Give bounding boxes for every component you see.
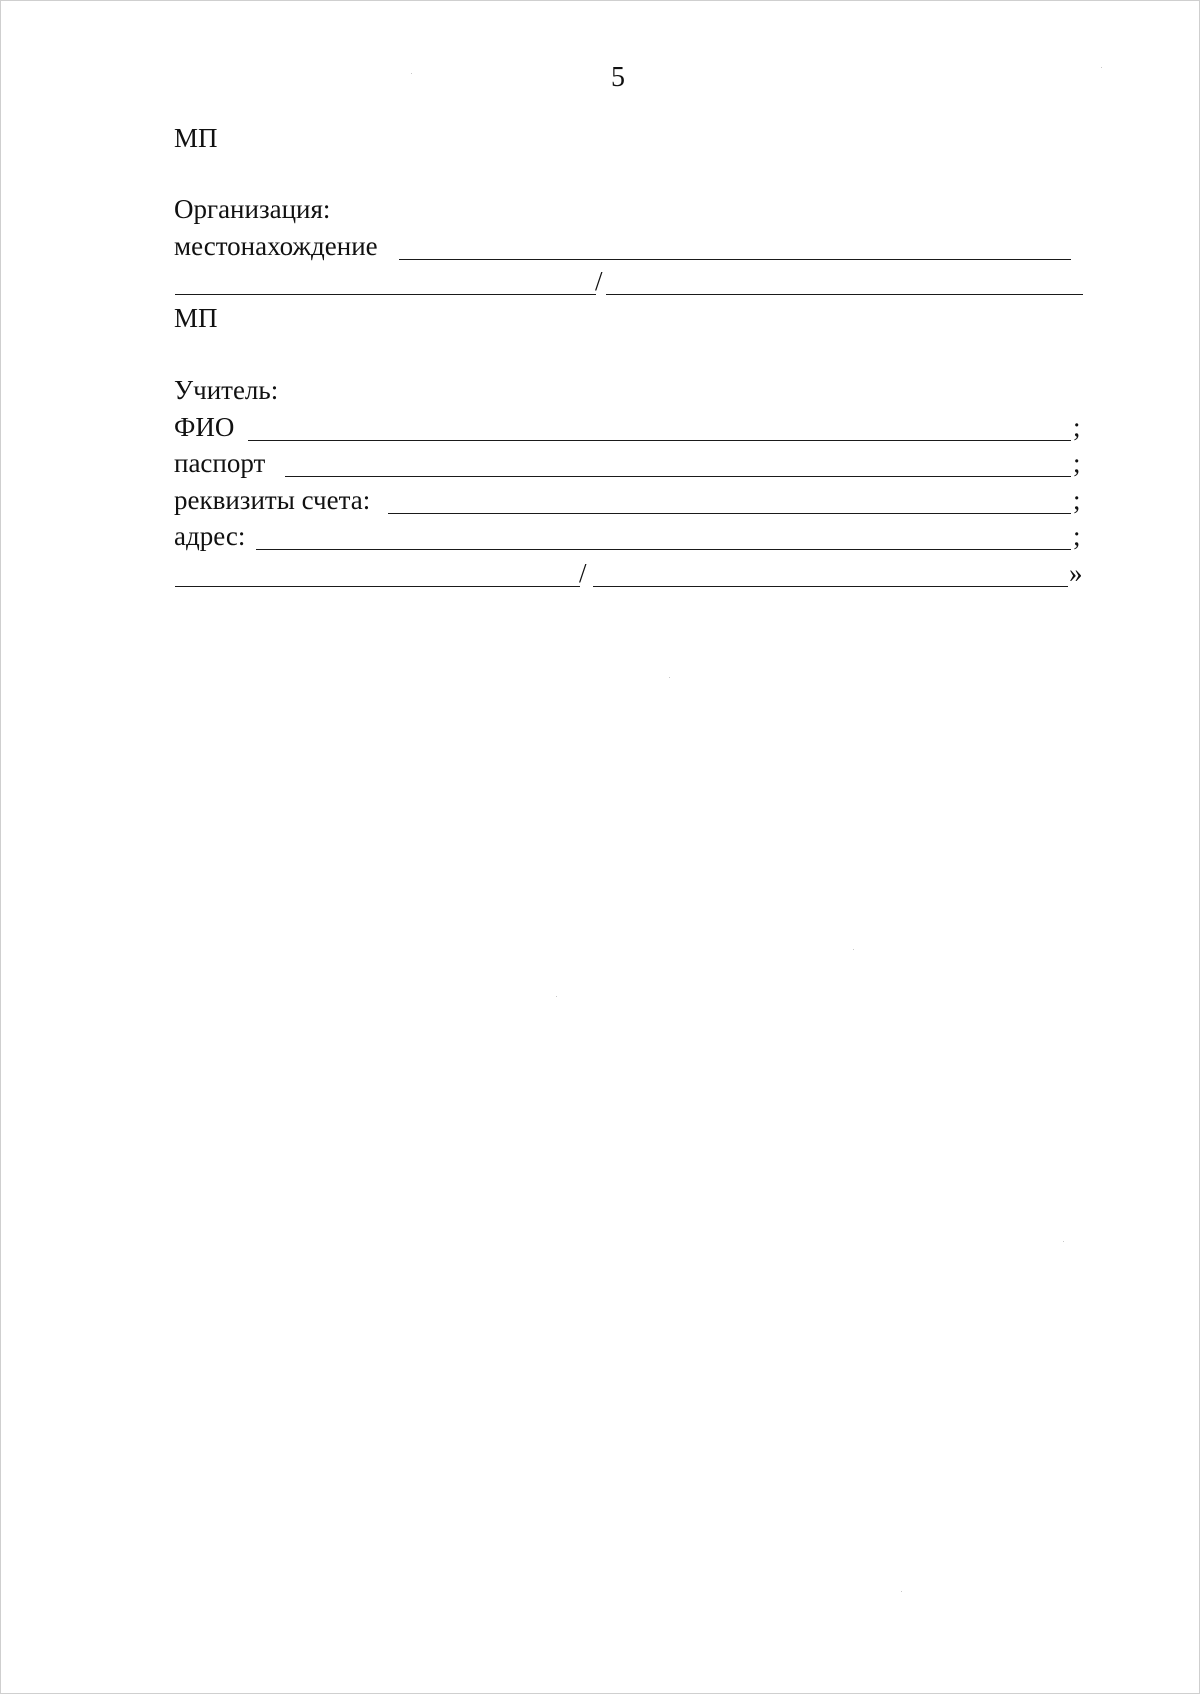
teacher-fio-field[interactable] xyxy=(248,440,1071,441)
teacher-passport-field[interactable] xyxy=(285,476,1071,477)
scan-speck xyxy=(556,996,557,997)
teacher-heading: Учитель: xyxy=(174,375,279,405)
teacher-address-label: адрес: xyxy=(174,521,246,551)
scan-speck xyxy=(853,949,854,950)
teacher-address-field[interactable] xyxy=(256,549,1071,550)
teacher-account-label: реквизиты счета: xyxy=(174,485,371,515)
teacher-account-field[interactable] xyxy=(388,513,1071,514)
organization-location-label: местонахождение xyxy=(174,231,378,261)
scan-speck xyxy=(669,677,670,678)
teacher-passport-label: паспорт xyxy=(174,448,266,478)
organization-signature-separator: / xyxy=(595,266,603,296)
organization-location-field[interactable] xyxy=(399,259,1071,260)
teacher-signature-end: » xyxy=(1069,558,1083,588)
teacher-fio-end: ; xyxy=(1073,412,1081,442)
page-number: 5 xyxy=(611,62,625,93)
stamp-label-top: МП xyxy=(174,123,218,153)
organization-heading: Организация: xyxy=(174,194,331,224)
organization-stamp-label: МП xyxy=(174,303,218,333)
organization-name-field[interactable] xyxy=(606,294,1083,295)
organization-signature-field[interactable] xyxy=(175,294,596,295)
scan-speck xyxy=(1063,1241,1064,1242)
scan-speck xyxy=(1101,67,1102,68)
teacher-passport-end: ; xyxy=(1073,448,1081,478)
teacher-address-end: ; xyxy=(1073,521,1081,551)
teacher-signature-field[interactable] xyxy=(175,586,580,587)
teacher-name-field[interactable] xyxy=(593,586,1068,587)
teacher-account-end: ; xyxy=(1073,485,1081,515)
scan-speck xyxy=(901,1591,902,1592)
teacher-fio-label: ФИО xyxy=(174,412,235,442)
teacher-signature-separator: / xyxy=(579,558,587,588)
scan-speck xyxy=(411,73,412,74)
